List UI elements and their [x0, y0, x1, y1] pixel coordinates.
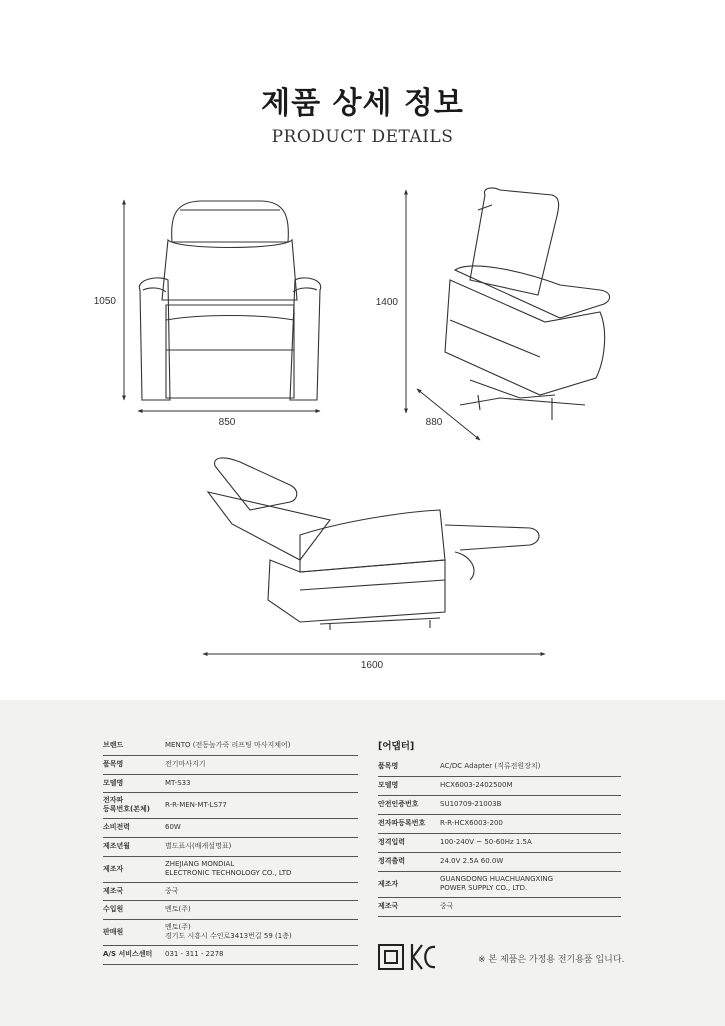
reclined-length-label: 1600 — [360, 660, 384, 671]
front-view-chair — [139, 201, 320, 400]
spec-row — [103, 774, 358, 792]
spec-value: SU10709-21003B — [440, 795, 621, 814]
spec-value: R-R-MEN-MT-LS77 — [165, 792, 358, 818]
spec-row — [103, 755, 358, 774]
reclined-view-chair — [208, 458, 539, 630]
kc-mark-icon — [412, 944, 435, 970]
front-height-label: 1050 — [93, 296, 116, 307]
spec-key: 안전인증번호 — [378, 795, 440, 814]
spec-value: HCX6003-2402500M — [440, 776, 621, 795]
spec-key: 수입원 — [103, 900, 165, 919]
spec-row — [378, 871, 621, 897]
spec-key: 품목명 — [378, 757, 440, 776]
spec-value: GUANGDONG HUACHUANGXING POWER SUPPLY CO., LTD. — [440, 871, 621, 897]
spec-key: 정격출력 — [378, 852, 440, 871]
spec-row — [103, 818, 358, 837]
spec-key: 제조년월 — [103, 837, 165, 856]
spec-row — [378, 814, 621, 833]
spec-row — [103, 837, 358, 856]
spec-row — [103, 882, 358, 900]
spec-key: 정격입력 — [378, 833, 440, 852]
spec-key: 전자파 등록번호(본체) — [103, 792, 165, 818]
spec-value: MENTO (전동높가죽 리프팅 마사지체어) — [165, 737, 358, 755]
spec-value: MT-S33 — [165, 774, 358, 792]
spec-row — [103, 737, 358, 755]
spec-key: 제조자 — [378, 871, 440, 897]
spec-key: 브랜드 — [103, 737, 165, 755]
spec-row — [378, 833, 621, 852]
spec-value: 멘토(주) — [165, 900, 358, 919]
spec-key: 제조국 — [103, 882, 165, 900]
spec-value: ZHEJIANG MONDIAL ELECTRONIC TECHNOLOGY CO., LTD — [165, 856, 358, 882]
spec-table — [103, 737, 358, 965]
spec-row — [378, 757, 621, 776]
spec-row — [103, 856, 358, 882]
household-notice: ※ 본 제품은 가정용 전기용품 입니다. — [478, 955, 625, 965]
spec-key: 모델명 — [378, 776, 440, 795]
spec-key: 전자파등록번호 — [378, 814, 440, 833]
adapter-table — [378, 757, 621, 917]
spec-value: 100-240V ~ 50-60Hz 1.5A — [440, 833, 621, 852]
spec-value: 24.0V 2.5A 60.0W — [440, 852, 621, 871]
spec-row — [103, 900, 358, 919]
spec-row — [378, 852, 621, 871]
spec-key: A/S 서비스센터 — [103, 945, 165, 964]
spec-value: 중국 — [165, 882, 358, 900]
adapter-title: [어댑터] — [378, 741, 415, 752]
spec-key: 소비전력 — [103, 818, 165, 837]
spec-row — [103, 792, 358, 818]
spec-row — [103, 945, 358, 964]
spec-key: 제조국 — [378, 897, 440, 916]
spec-value: R-R-HCX6003-200 — [440, 814, 621, 833]
certification-marks — [378, 942, 438, 972]
page-subtitle: PRODUCT DETAILS — [271, 127, 454, 147]
spec-value: 전기마사지기 — [165, 755, 358, 774]
spec-key: 판매원 — [103, 919, 165, 945]
spec-value: 중국 — [440, 897, 621, 916]
side-view-chair — [445, 188, 610, 420]
page-title: 제품 상세 정보 — [261, 86, 464, 121]
spec-key: 모델명 — [103, 774, 165, 792]
spec-value: 60W — [165, 818, 358, 837]
spec-row — [378, 795, 621, 814]
spec-value: 031 - 311 - 2278 — [165, 945, 358, 964]
side-height-label: 1400 — [375, 297, 398, 308]
spec-row — [378, 776, 621, 795]
spec-value: 별도표시(배게설명표) — [165, 837, 358, 856]
spec-value: AC/DC Adapter (직류전원장치) — [440, 757, 621, 776]
spec-key: 제조자 — [103, 856, 165, 882]
spec-row — [103, 919, 358, 945]
electric-safety-mark-icon — [379, 945, 403, 969]
spec-row — [378, 897, 621, 916]
spec-key: 품목명 — [103, 755, 165, 774]
front-width-label: 850 — [218, 417, 236, 428]
spec-value: 멘토(주) 경기도 시흥시 수인로3413번길 59 (1층) — [165, 919, 358, 945]
side-depth-label: 880 — [425, 417, 443, 428]
